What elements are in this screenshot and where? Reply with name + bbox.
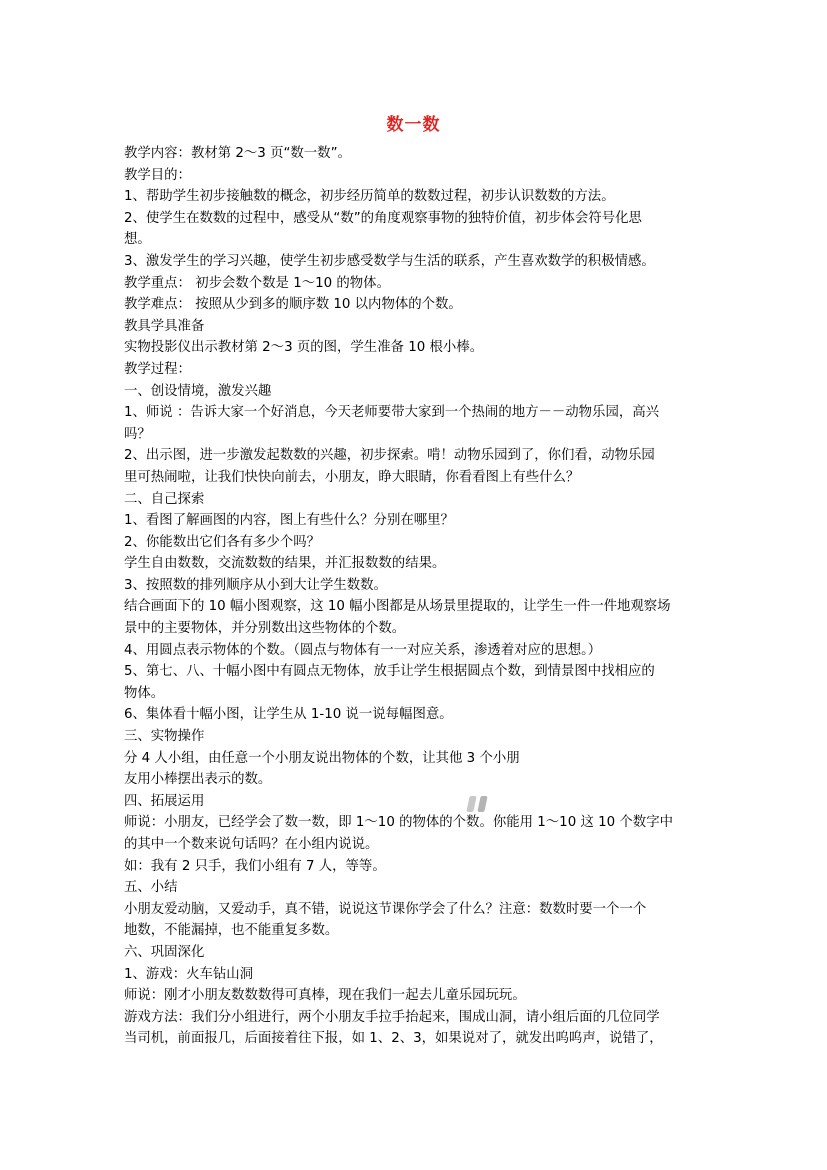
text-line: 三、实物操作 — [124, 729, 205, 745]
text-line: 5、第七、八、十幅小图中有圆点无物体，放手让学生根据圆点个数，到情景图中找相应的 — [124, 664, 655, 680]
text-line: 1、帮助学生初步接触数的概念，初步经历简单的数数过程，初步认识数数的方法。 — [124, 189, 615, 205]
text-line: 6、集体看十幅小图，让学生从 1-10 说一说每幅图意。 — [124, 707, 453, 723]
document-body — [124, 143, 709, 1050]
text-line: 3、激发学生的学习兴趣，使学生初步感受数学与生活的联系，产生喜欢数学的积极情感。 — [124, 253, 655, 269]
text-line: 3、按照数的排列顺序从小到大让学生数数。 — [124, 577, 387, 593]
text-line: 学生自由数数，交流数数的结果，并汇报数数的结果。 — [124, 556, 446, 572]
text-line: 2、使学生在数数的过程中，感受从“数”的角度观察事物的独特价值，初步体会符号化思 — [124, 210, 642, 226]
text-line: 师说：小朋友，已经学会了数一数，即 1～10 的物体的个数。你能用 1～10 这 10 个数字中 — [124, 815, 673, 831]
text-line: 当司机，前面报几，后面接着往下报，如 1、2、3，如果说对了，就发出呜呜声，说错了， — [124, 1031, 663, 1047]
text-line: 教学重点： 初步会数个数是 1～10 的物体。 — [124, 275, 390, 291]
text-line: 教学难点： 按照从少到多的顺序数 10 以内物体的个数。 — [124, 297, 462, 313]
text-line: 六、巩固深化 — [124, 944, 205, 960]
text-line: 友用小棒摆出表示的数。 — [124, 772, 272, 788]
text-line: 想。 — [124, 232, 151, 248]
text-line: 游戏方法：我们分小组进行，两个小朋友手拉手抬起来，围成山洞，请小组后面的几位同学 — [124, 1009, 660, 1025]
text-line: 一、创设情境，激发兴趣 — [124, 383, 272, 399]
text-line: 师说：刚才小朋友数数数得可真棒，现在我们一起去儿童乐园玩玩。 — [124, 988, 526, 1004]
text-line: 物体。 — [124, 685, 165, 701]
text-line: 里可热闹啦，让我们快快向前去，小朋友，睁大眼睛，你看看图上有些什么？ — [124, 469, 580, 485]
text-line: 教学内容：教材第 2～3 页“数一数”。 — [124, 146, 351, 161]
text-line: 教具学具准备 — [124, 318, 205, 334]
text-line: 的其中一个数来说句话吗？在小组内说说。 — [124, 837, 379, 852]
text-line: 2、你能数出它们各有多少个吗？ — [124, 534, 320, 550]
text-line: 1、师说 ：告诉大家一个好消息，今天老师要带大家到一个热闹的地方－－动物乐园，高兴 — [124, 405, 660, 421]
text-line: 教学目的： — [124, 167, 191, 183]
text-line: 小朋友爱动脑，又爱动手，真不错，说说这节课你学会了什么？注意：数数时要一个一个 — [124, 901, 647, 917]
scan-mark-icon — [468, 796, 490, 814]
text-line: 如：我有 2 只手，我们小组有 7 人，等等。 — [124, 858, 386, 874]
text-line: 2、出示图，进一步激发起数数的兴趣，初步探索。啃！动物乐园到了，你们看，动物乐园 — [124, 448, 655, 464]
text-line: 景中的主要物体，并分别数出这些物体的个数。 — [124, 621, 406, 637]
text-line: 1、游戏：火车钻山洞 — [124, 966, 254, 982]
text-line: 吗？ — [124, 426, 151, 442]
text-line: 实物投影仪出示教材第 2～3 页的图，学生准备 10 根小棒。 — [124, 340, 484, 356]
text-line: 四、拓展运用 — [124, 793, 205, 809]
text-line: 地数，不能漏掉，也不能重复多数。 — [124, 923, 339, 939]
text-line: 结合画面下的 10 幅小图观察，这 10 幅小图都是从场景里提取的，让学生一件一件地观察场 — [124, 599, 671, 615]
text-line: 五、小结 — [124, 880, 178, 896]
text-line: 1、看图了解画图的内容，图上有些什么？分别在哪里？ — [124, 513, 454, 529]
text-line: 分 4 人小组，由任意一个小朋友说出物体的个数，让其他 3 个小朋 — [124, 750, 520, 766]
text-line: 4、用圆点表示物体的个数。（圆点与物体有一一对应关系，渗透着对应的思想。） — [124, 642, 602, 658]
text-line: 二、自己探索 — [124, 491, 205, 507]
text-line: 教学过程： — [124, 361, 191, 377]
page-title: 数一数 — [386, 115, 441, 135]
